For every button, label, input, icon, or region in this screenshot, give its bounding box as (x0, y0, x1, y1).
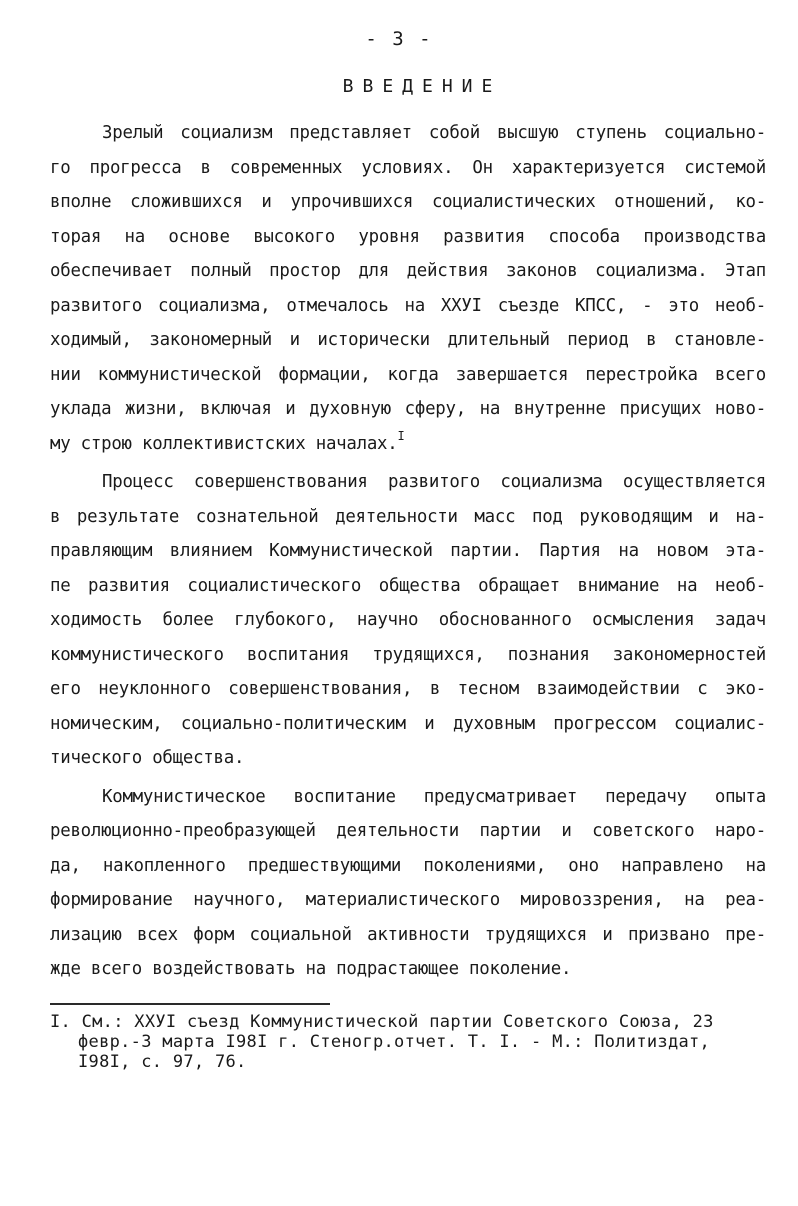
footnote-line: I98I, с. 97, 76. (78, 1052, 247, 1072)
text-line: Зрелый социализм представляет собой высшую ступень социально- (102, 123, 766, 143)
text-line-content: му строю коллективистских началах. (50, 433, 398, 454)
text-line: да, накопленного предшествующими поколениями, оно направлено на (50, 855, 766, 876)
text-line: уклада жизни, включая и духовную сферу, на внутренне присущих ново- (50, 399, 766, 419)
text-line: го прогресса в современных условиях. Он характеризуется системой (50, 157, 766, 178)
text-line: вполне сложившихся и упрочившихся социалистических отношений, ко- (50, 192, 766, 212)
footnote-separator (50, 1003, 330, 1005)
text-line: пе развития социалистического общества обращает внимание на необ- (50, 575, 766, 596)
text-line: развитого социализма, отмечалось на ХХУI съезде КПСС, - это необ- (50, 295, 766, 316)
footnote-line: I. См.: ХХУI съезд Коммунистической партии Советского Союза, 23 (50, 1012, 714, 1032)
text-line: жде всего воздействовать на подрастающее поколение. (50, 959, 572, 979)
text-line: лизацию всех форм социальной активности трудящихся и призвано пре- (50, 924, 766, 945)
text-line: торая на основе высокого уровня развития способа производства (50, 226, 766, 247)
section-heading: ВВЕДЕНИЕ (342, 76, 502, 97)
text-line: революционно-преобразующей деятельности партии и советского наро- (50, 821, 766, 841)
text-line: Коммунистическое воспитание предусматривает передачу опыта (102, 786, 766, 807)
text-line: коммунистического воспитания трудящихся, познания закономерностей (50, 644, 766, 665)
page-number: - 3 - (365, 28, 433, 50)
text-line-last (50, 427, 766, 462)
paragraph-2 (50, 465, 766, 776)
text-line: номическим, социально-политическим и духовным прогрессом социалис- (50, 713, 766, 734)
text-line: формирование научного, материалистического мировоззрения, на реа- (50, 890, 766, 910)
body-text (50, 116, 766, 991)
footnote (50, 1012, 750, 1072)
text-line: правляющим влиянием Коммунистической партии. Партия на новом эта- (50, 541, 766, 561)
text-line: ходимый, закономерный и исторически длительный период в становле- (50, 330, 766, 350)
paragraph-1 (50, 116, 766, 461)
footnote-reference: I (397, 428, 405, 443)
text-line: ходимость более глубокого, научно обоснованного осмысления задач (50, 610, 766, 630)
text-line: обеспечивает полный простор для действия законов социализма. Этап (50, 261, 766, 281)
text-line: Процесс совершенствования развитого социализма осуществляется (102, 472, 766, 492)
footnote-line: февр.-3 марта I98I г. Стеногр.отчет. Т. I. - М.: Политиздат, (78, 1032, 711, 1052)
paragraph-3 (50, 780, 766, 987)
text-line: в результате сознательной деятельности масс под руководящим и на- (50, 506, 766, 527)
text-line: нии коммунистической формации, когда завершается перестройка всего (50, 364, 766, 385)
text-line: тического общества. (50, 748, 245, 768)
text-line: его неуклонного совершенствования, в тесном взаимодействии с эко- (50, 679, 766, 699)
